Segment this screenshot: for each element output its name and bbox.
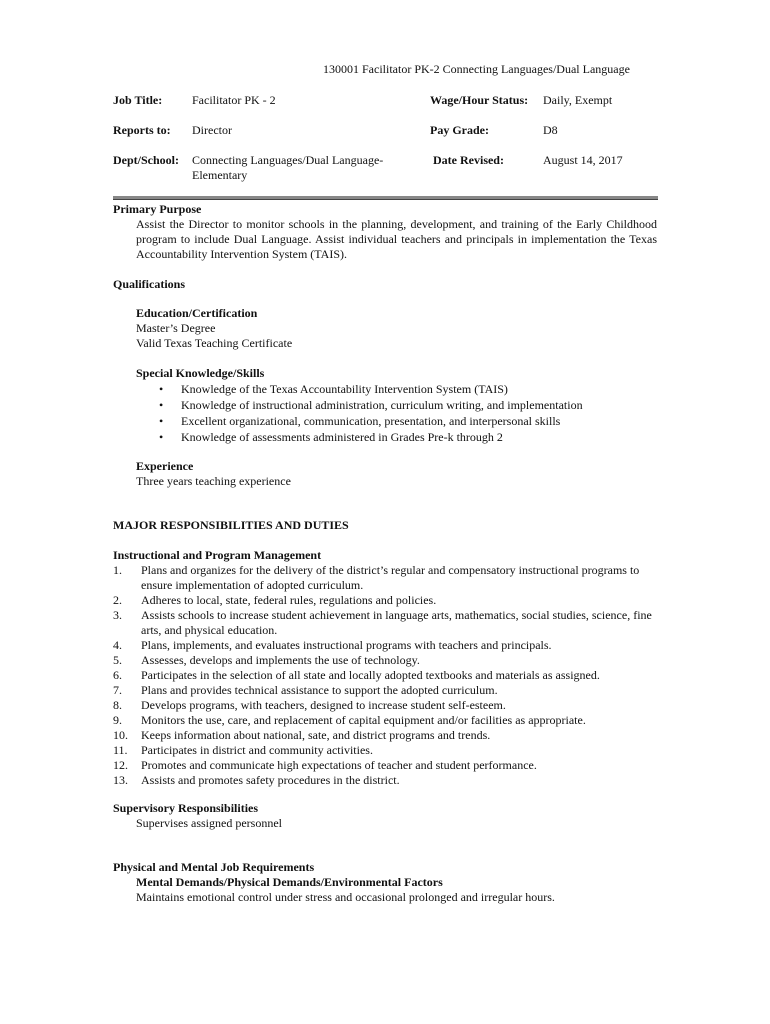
skills-list [136,381,666,445]
pay-grade-label: Pay Grade: [430,123,489,137]
job-title-value: Facilitator PK - 2 [192,93,276,107]
duty-text: Assesses, develops and implements the use of technology. [141,653,420,667]
duties-list [113,563,658,788]
duty-item [113,668,658,683]
duty-text: Promotes and communicate high expectations of teacher and student performance. [141,758,537,772]
duty-item [113,698,658,713]
experience-heading: Experience [136,459,194,473]
duty-item [113,593,658,608]
demands-subheading: Mental Demands/Physical Demands/Environmental Factors [136,875,443,889]
demands-text: Maintains emotional control under stress and occasional prolonged and irregular hours. [136,890,555,904]
duty-item [113,563,658,593]
pay-grade-value: D8 [543,123,558,137]
reports-to-value: Director [192,123,232,137]
primary-purpose-text: Assist the Director to monitor schools in the planning, development, and training of the Early Childhood program to include Dual Language. Assist individual teachers and principals in implementation the Texas Accountability Intervention System (TAIS). [136,217,657,261]
duty-number: 6. [113,668,122,682]
duty-text: Participates in district and community activities. [141,743,373,757]
duty-number: 13. [113,773,128,787]
duty-item [113,683,658,698]
duty-text: Plans and organizes for the delivery of the district’s regular and compensatory instructional programs to ensure implementation of adopted curriculum. [141,563,640,592]
skills-list-item: • Knowledge of the Texas Accountability Intervention System (TAIS) [136,381,666,397]
skills-list-item: • Knowledge of instructional administration, curriculum writing, and implementation [136,397,666,413]
duty-number: 10. [113,728,128,742]
duty-text: Assists and promotes safety procedures in the district. [141,773,400,787]
skills-list-item: • Knowledge of assessments administered in Grades Pre-k through 2 [136,429,666,445]
duty-number: 1. [113,563,122,577]
wage-status-label: Wage/Hour Status: [430,93,529,107]
major-responsibilities-heading: MAJOR RESPONSIBILITIES AND DUTIES [113,518,349,532]
wage-status-value: Daily, Exempt [543,93,613,107]
duty-item [113,758,658,773]
duty-number: 12. [113,758,128,772]
duty-text: Develops programs, with teachers, designed to increase student self-esteem. [141,698,506,712]
duty-text: Monitors the use, care, and replacement of capital equipment and/or facilities as appropriate. [141,713,586,727]
duty-text: Adheres to local, state, federal rules, regulations and policies. [141,593,437,607]
duty-number: 3. [113,608,122,622]
experience-text: Three years teaching experience [136,474,291,488]
duty-number: 8. [113,698,122,712]
duty-item [113,608,658,638]
duty-number: 11. [113,743,128,757]
duty-text: Plans, implements, and evaluates instructional programs with teachers and principals. [141,638,552,652]
supervisory-text: Supervises assigned personnel [136,816,282,830]
duty-item [113,713,658,728]
header-row-reports [0,123,770,155]
duty-text: Assists schools to increase student achievement in language arts, mathematics, social studies, science, fine arts, and physical education. [141,608,652,637]
duty-item [113,638,658,653]
education-item: Valid Texas Teaching Certificate [136,336,293,350]
skills-heading: Special Knowledge/Skills [136,366,265,380]
duty-item [113,728,658,743]
education-heading: Education/Certification [136,306,258,320]
supervisory-heading: Supervisory Responsibilities [113,801,259,815]
document-title: 130001 Facilitator PK-2 Connecting Languages/Dual Language [323,62,630,76]
duty-number: 7. [113,683,122,697]
duty-item [113,773,658,788]
duty-item [113,743,658,758]
header-row-dept [0,153,770,185]
duty-number: 9. [113,713,122,727]
education-item: Master’s Degree [136,321,216,335]
header-row-job [0,93,770,125]
header-divider [113,196,658,200]
duty-number: 2. [113,593,122,607]
duty-text: Participates in the selection of all state and locally adopted textbooks and materials as assigned. [141,668,600,682]
date-revised-label: Date Revised: [433,153,504,167]
date-revised-value: August 14, 2017 [543,153,623,167]
dept-school-label: Dept/School: [113,153,179,167]
duty-text: Plans and provides technical assistance to support the adopted curriculum. [141,683,498,697]
dept-school-value-line1: Connecting Languages/Dual Language- [192,153,384,167]
skills-list-item: • Excellent organizational, communication, presentation, and interpersonal skills [136,413,666,429]
duty-text: Keeps information about national, sate, and district programs and trends. [141,728,491,742]
instructional-management-heading: Instructional and Program Management [113,548,322,562]
reports-to-label: Reports to: [113,123,171,137]
duty-number: 4. [113,638,122,652]
job-title-label: Job Title: [113,93,163,107]
duty-item [113,653,658,668]
qualifications-heading: Qualifications [113,277,186,291]
duty-number: 5. [113,653,122,667]
primary-purpose-heading: Primary Purpose [113,202,202,216]
physical-mental-heading: Physical and Mental Job Requirements [113,860,315,874]
dept-school-value-line2: Elementary [192,168,248,182]
